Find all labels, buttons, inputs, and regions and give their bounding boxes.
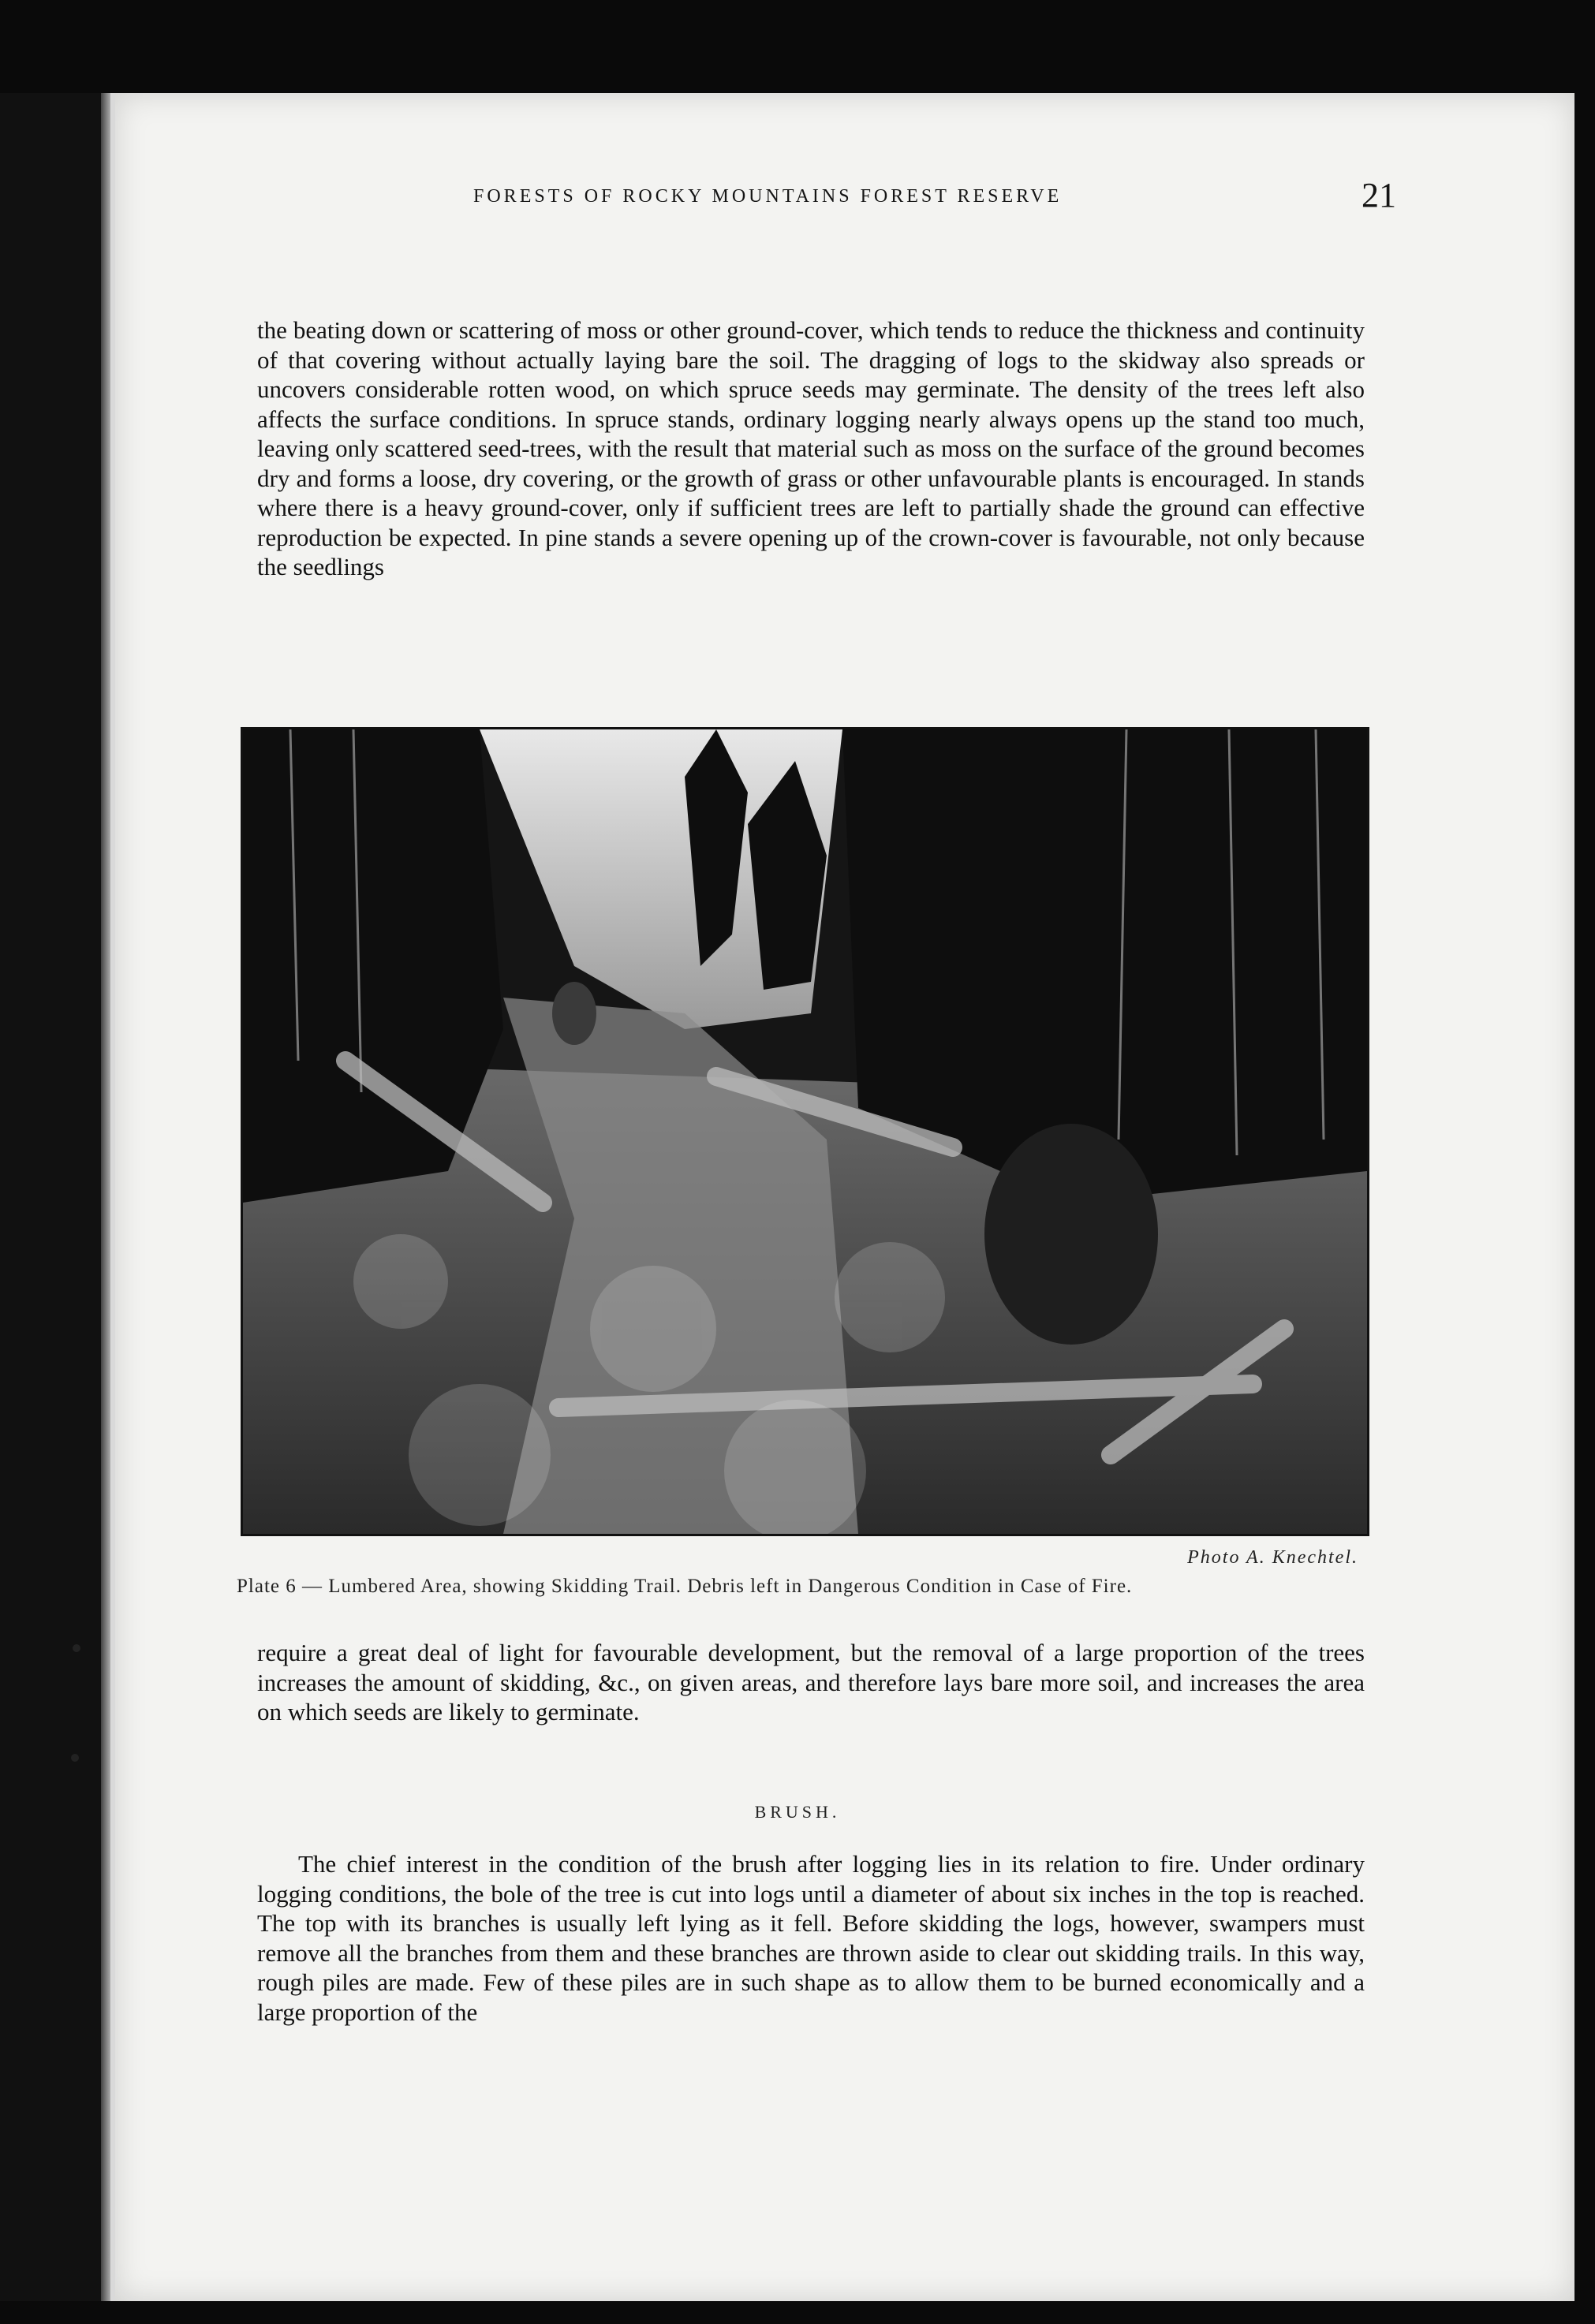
- paragraph-text: the beating down or scattering of moss or other ground-cover, which tends to reduce the thickness and continuity of that covering without actually laying bare the soil. The dragging of logs to the skidway also spreads or uncovers considerable rotten wood, on which spruce seeds may germinate. The density of the trees left also affects the surface conditions. In spruce stands, ordinary logging nearly always opens up the stand too much, leaving only scattered seed-trees, with the result that material such as moss on the surface of the ground becomes dry and forms a loose, dry covering, or the growth of grass or other unfavourable plants is encouraged. In stands where there is a heavy ground-cover, only if sufficient trees are left to partially shade the ground can effective reproduction be expected. In pine stands a severe opening up of the crown-cover is favourable, not only because the seedlings: [257, 316, 1365, 580]
- plate-caption: Plate 6 — Lumbered Area, showing Skidding Trail. Debris left in Dangerous Condition in Case of Fire.: [237, 1576, 1133, 1597]
- section-heading: BRUSH.: [754, 1802, 841, 1822]
- page-header: [371, 178, 1396, 226]
- margin-mark: [71, 1754, 79, 1762]
- running-head: FORESTS OF ROCKY MOUNTAINS FOREST RESERVE: [473, 186, 1063, 207]
- paragraph-text: The chief interest in the condition of the brush after logging lies in its relation to fire. Under ordinary logging conditions, the bole of the tree is cut into logs until a diameter of about six inches in the top is reached. The top with its branches is usually left lying as it fell. Before skidding the logs, however, swampers must remove all the branches from them and these branches are thrown aside to clear out skidding trails. In this way, rough piles are made. Few of these piles are in such shape as to allow them to be burned economically and a large proportion of the: [257, 1850, 1365, 2026]
- paragraph-text: require a great deal of light for favourable development, but the removal of a large proportion of the trees increases the amount of skidding, &c., on given areas, and therefore lays bare more soil, and increases the area on which seeds are likely to germinate.: [257, 1639, 1365, 1725]
- page-number: 21: [1362, 176, 1396, 214]
- book-spine: [0, 93, 110, 2301]
- plate-photograph: [241, 727, 1369, 1536]
- body-paragraph-1: [257, 315, 1365, 582]
- forest-photo-image: [243, 729, 1367, 1534]
- body-paragraph-2: [257, 1638, 1365, 1727]
- margin-mark: [73, 1644, 80, 1652]
- photo-credit: Photo A. Knechtel.: [1187, 1547, 1358, 1568]
- body-paragraph-3: [257, 1849, 1365, 2027]
